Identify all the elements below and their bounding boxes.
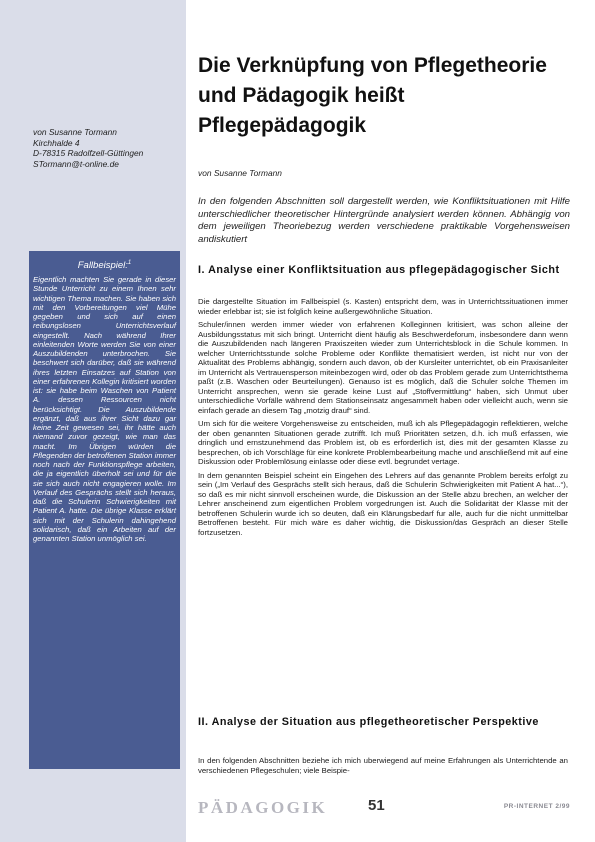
section-heading-2: II. Analyse der Situation aus pflegetheoretischer Perspektive <box>198 716 539 728</box>
paragraph: In dem genannten Beispiel scheint ein Eingehen des Lehrers auf das genannte Problem bereits erfolgt zu sein („Im Verlauf des Gesprächs stellt sich heraus, daß die Schulerin Schwierigkeiten mit Patient A hat...“), so daß es mir nicht sinnvoll erscheinen wurde, die Diskussion an der Stelle abzu brechen, an welcher der Lehrer anscheinend zum eigentlichen Problem vorgedrungen ist. Auch die Solidarität der Klasse mit der betroffenen Schulerin wurde ich so deuten, daß ein Klärungsbedarf fur alle, auch fur die nicht unmittelbar Betroffenen besteht. Für mich wäre es daher wichtig, die Diskussion/das Gespräch an dieser Stelle fortzusetzen. <box>198 470 568 537</box>
author-city: D-78315 Radolfzell-Güttingen <box>33 148 144 159</box>
section-body-1 <box>198 297 568 541</box>
paragraph: Schuler/innen werden immer wieder von erfahrenen Kolleginnen kritisiert, was schon alleine der Ausbildungsstatus mit sich bringt. Unterricht dient häufig als Beschwerdeforum, insbesondere dann wenn die Auszubildenden nach längeren Praxiszeiten wieder zum Unterrichtsblock in die Schule kommen. In welcher Unterrichtsstunde solche Probleme oder Konflikte thematisiert werden, ist nicht nur von der Aktualität des Problems abhängig, sondern auch davon, ob der Kursleiter unterrichtet, ob ein Praxisanleiter im Unterricht als Vertrauensperson miteinbezogen wird, oder ob das Problem gerade zum Unterrichtsthema paßt (z.B. Waschen oder Beurteilungen). Genauso ist es möglich, daß die Schuler solche Themen im Unterricht ansprechen, wenn sie gerade keine Lust auf „Stoffvermittlung“ haben, sich Unmut uber unterschiedliche Vorfälle während dem Stationseinsatz angesammelt haben oder vielleicht auch, wenn sie einfach gerade an diesem Tag „motzig drauf“ sind. <box>198 320 568 415</box>
article-title: Die Verknüpfung von Pflegetheorie und Pädagogik heißt Pflegepädagogik <box>198 54 547 137</box>
author-contact-block <box>33 127 183 169</box>
paragraph: In den folgenden Abschnitten beziehe ich mich uberwiegend auf meine Erfahrungen als Unterrichtende an verschiedenen Pflegeschulen; viele Beispie- <box>198 756 568 775</box>
case-example-box <box>29 251 180 769</box>
paragraph: Um sich für die weitere Vorgehensweise zu entscheiden, muß ich als Pflegepädagogin reflektieren, welche der oben genannten Situationen gerade zutrifft. Ich muß Prioritäten setzen, d.h. ich muß erfassen, wie dringlich und ernstzunehmend das Problem ist, ob es erforderlich ist, dies mit der gesamten Klasse zu besprechen, ob ich Vorschläge für eine konkrete Problembearbeitung mache und anschließend mit auf eine Diskussion oder Problemlösung einlasse oder diese evtl. begrundet vertage. <box>198 419 568 466</box>
article-byline: von Susanne Tormann <box>198 168 282 178</box>
footer-section-label: PÄDAGOGIK <box>198 798 328 817</box>
case-example-title <box>29 257 180 272</box>
section-heading-1: I. Analyse einer Konfliktsituation aus pflegepädagogischer Sicht <box>198 264 560 276</box>
page-footer <box>198 798 570 828</box>
author-street: Kirchhalde 4 <box>33 137 80 148</box>
case-example-text: Eigentlich machten Sie gerade in dieser Stunde Unterricht zu einem Ihnen sehr wichtigen Thema machen. Sie haben sich mit den Vorbereitungen viel Mühe gegeben und sich auf einen reibungslosen Unterrichtsverlauf eingestellt. Nach während Ihrer einleitenden Worte werden Sie von einer Auszubildenden unterbrochen. Sie beschwert sich darüber, daß sie während ihres letzten Einsatzes auf Station von einer erfahrenen Kollegin kritisiert worden ist: sie habe beim Waschen von Patient A. dessen Ressourcen nicht berücksichtigt. Die Auszubildende ergänzt, daß aus ihrer Sicht dazu gar keine Zeit gewesen sei, ihr hätte auch niemand zuvor gezeigt, wie man das macht. Im Übrigen würden die Pflegenden der betroffenen Station immer noch nach der Funktionspflege arbeiten, die ja eigentlich überholt sei und für die sie sich auch nicht engagieren wolle. Im Verlauf des Gesprächs stellt sich heraus, daß die Schulerin Schwierigkeiten mit Patient A. hatte. Die übrige Klasse erklärt sich mit der Schulerin dahingehend solidarisch, daß ein Arbeiten auf der genannten Station unmöglich sei. <box>33 275 176 544</box>
paragraph: Die dargestellte Situation im Fallbeispiel (s. Kasten) entspricht dem, was in Unterrichtssituationen immer wieder erlebbar ist; sie ist folglich keine außergewöhnliche Situation. <box>198 297 568 316</box>
page-number: 51 <box>368 797 385 814</box>
author-name: von Susanne Tormann <box>33 127 117 137</box>
section-body-2 <box>198 756 568 779</box>
case-example-title-text: Fallbeispiel: <box>77 260 128 272</box>
footnote-mark: 1 <box>127 260 132 266</box>
footer-issue: PR-INTERNET 2/99 <box>503 803 570 810</box>
author-email: STormann@t-online.de <box>33 158 119 169</box>
article-intro: In den folgenden Abschnitten soll dargestellt werden, wie Konfliktsituationen mit Hilfe unterschiedlicher theoretischer Hintergründe analysiert werden können. Abhängig von dem jeweiligen Theoriebezug werden verschiedene praktikable Vorgehensweisen andiskutiert <box>198 196 570 245</box>
